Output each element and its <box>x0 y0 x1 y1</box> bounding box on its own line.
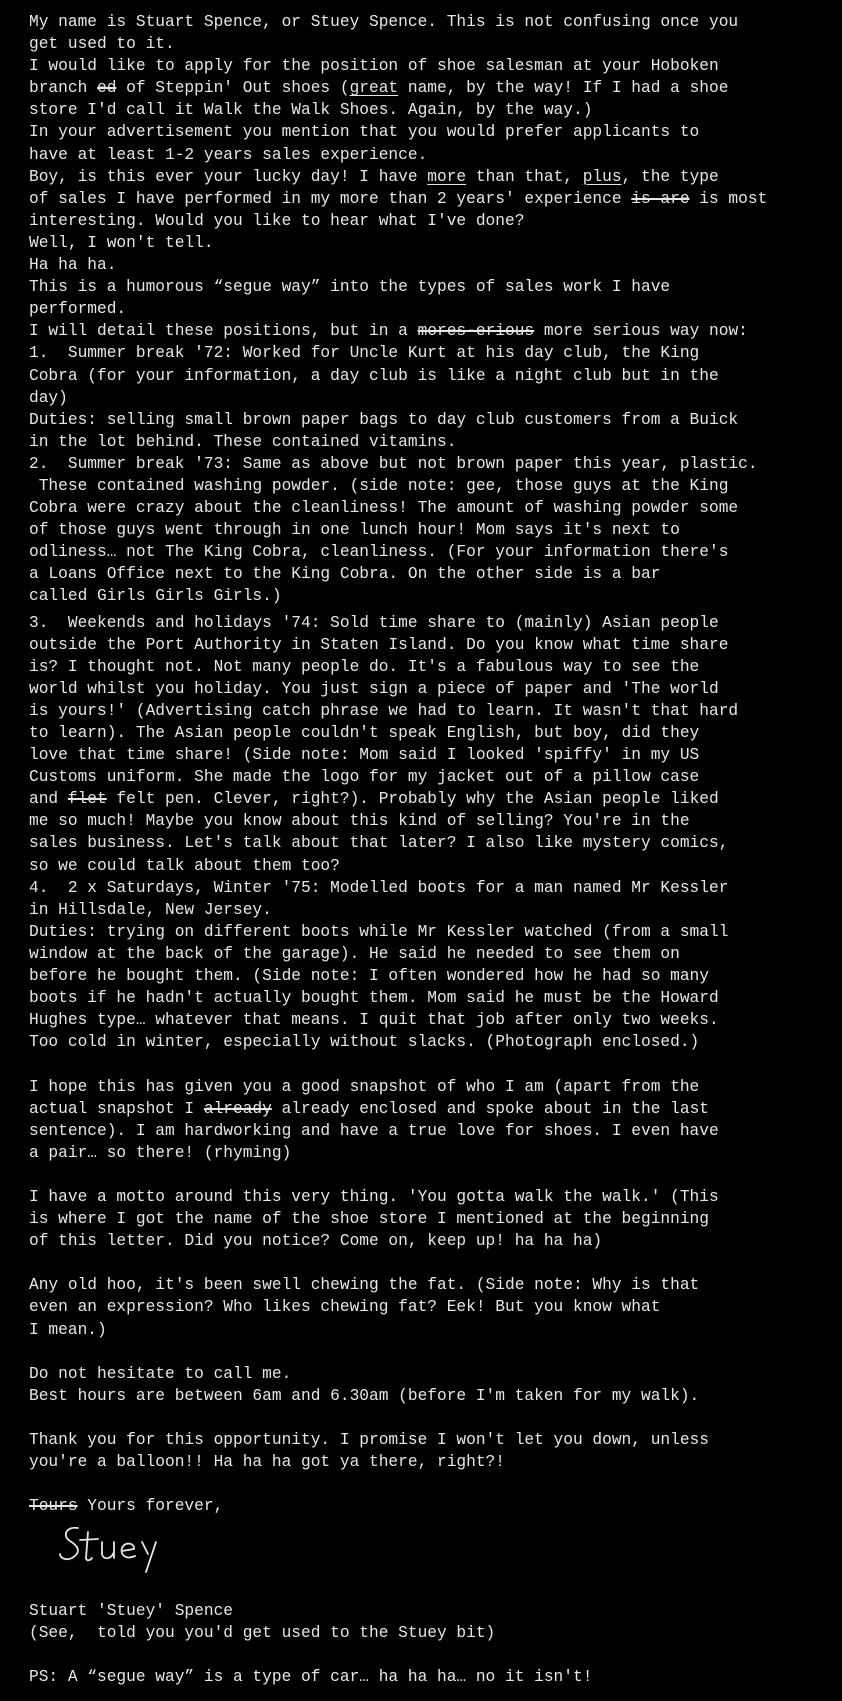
letter-line: (See, told you you'd get used to the Stuey bit) <box>29 1624 496 1643</box>
letter-line: Customs uniform. She made the logo for my jacket out of a pillow case <box>29 768 700 787</box>
text-segment: actual snapshot I <box>29 1099 204 1118</box>
letter-line: Ha ha ha. <box>29 256 117 275</box>
letter-closing <box>29 1600 829 1688</box>
letter-line <box>29 1341 829 1363</box>
letter-line: to learn). The Asian people couldn't speak English, but boy, did they <box>29 724 700 742</box>
letter-line <box>29 166 829 188</box>
letter-line: is yours!' (Advertising catch phrase we had to learn. It wasn't that hard <box>29 701 739 720</box>
letter-line: I have a motto around this very thing. 'You gotta walk the walk.' (This <box>29 1187 719 1206</box>
letter-line: Any old hoo, it's been swell chewing the fat. (Side note: Why is that <box>29 1276 700 1295</box>
text-segment: branch <box>29 79 97 98</box>
text-segment: more serious way now: <box>534 322 748 341</box>
text-segment: of Steppin' Out shoes ( <box>116 79 350 98</box>
letter-line: Cobra (for your information, a day club is like a night club but in the <box>29 366 719 385</box>
letter-line: These contained washing powder. (side note: gee, those guys at the King <box>29 476 729 495</box>
text-segment: name, by the way! If I had a shoe <box>398 79 729 98</box>
letter-line: have at least 1-2 years sales experience. <box>29 145 428 164</box>
letter-line: Stuart 'Stuey' Spence <box>29 1602 233 1620</box>
letter-line: My name is Stuart Spence, or Stuey Spence. This is not confusing once you <box>29 13 739 31</box>
letter-line: I mean.) <box>29 1320 107 1339</box>
letter-line: a Loans Office next to the King Cobra. On the other side is a bar <box>29 565 661 584</box>
underlined-text: great <box>349 79 399 98</box>
text-segment: I will detail these positions, but in a <box>29 322 418 341</box>
letter-line: 4. 2 x Saturdays, Winter '75: Modelled boots for a man named Mr Kessler <box>29 878 729 897</box>
letter-line: a pair… so there! (rhyming) <box>29 1143 292 1162</box>
struck-out-text: ed <box>97 79 117 98</box>
signature-image <box>58 1520 208 1580</box>
letter-line: Best hours are between 6am and 6.30am (before I'm taken for my walk). <box>29 1386 700 1405</box>
letter-line: in Hillsdale, New Jersey. <box>29 900 272 919</box>
letter-line: called Girls Girls Girls.) <box>29 587 282 606</box>
letter-line: odliness… not The King Cobra, cleanliness. (For your information there's <box>29 543 729 562</box>
letter-line: Hughes type… whatever that means. I quit that job after only two weeks. <box>29 1011 719 1030</box>
letter-line: so we could talk about them too? <box>29 856 340 875</box>
letter-line: get used to it. <box>29 35 175 54</box>
letter-line: performed. <box>29 300 127 319</box>
letter-line <box>29 188 829 210</box>
letter-line: Duties: trying on different boots while Mr Kessler watched (from a small <box>29 922 729 941</box>
text-segment: of sales I have performed in my more than 2 years' experience <box>29 189 632 208</box>
letter-line <box>29 77 829 99</box>
underlined-text: plus <box>582 167 622 186</box>
letter-line: boots if he hadn't actually bought them. Mom said he must be the Howard <box>29 989 719 1008</box>
letter-line: outside the Port Authority in Staten Island. Do you know what time share <box>29 635 729 654</box>
letter-line: before he bought them. (Side note: I often wondered how he had so many <box>29 967 709 986</box>
letter-line: day) <box>29 388 68 407</box>
letter-line: 3. Weekends and holidays '74: Sold time share to (mainly) Asian people <box>29 613 719 632</box>
letter-line <box>29 1164 829 1186</box>
letter-line: love that time share! (Side note: Mom said I looked 'spiffy' in my US <box>29 746 700 765</box>
text-segment: Boy, is this ever your lucky day! I have <box>29 167 428 186</box>
letter-line: even an expression? Who likes chewing fat? Eek! But you know what <box>29 1298 661 1317</box>
struck-out-text: flet <box>67 790 107 809</box>
text-segment: than that, <box>466 167 583 186</box>
letter-line <box>29 1407 829 1429</box>
letter-line <box>29 788 829 810</box>
letter-line: PS: A “segue way” is a type of car… ha ha ha… no it isn't! <box>29 1668 593 1687</box>
letter-line <box>29 1473 829 1495</box>
letter-line <box>29 1053 829 1075</box>
letter-line <box>29 1098 829 1120</box>
letter-line: window at the back of the garage). He said he needed to see them on <box>29 944 680 963</box>
letter-line <box>29 1252 829 1274</box>
letter-line: Thank you for this opportunity. I promise I won't let you down, unless <box>29 1431 709 1449</box>
letter-line: Well, I won't tell. <box>29 233 214 252</box>
letter-line: in the lot behind. These contained vitamins. <box>29 432 457 451</box>
struck-out-text: mores-erious <box>417 322 535 341</box>
letter-line: store I'd call it Walk the Walk Shoes. Again, by the way.) <box>29 101 593 120</box>
letter-line: In your advertisement you mention that you would prefer applicants to <box>29 123 700 142</box>
text-segment: is most <box>689 189 768 208</box>
letter-line: I hope this has given you a good snapshot of who I am (apart from the <box>29 1077 700 1096</box>
letter-line <box>29 1644 829 1666</box>
letter-line: 1. Summer break '72: Worked for Uncle Kurt at his day club, the King <box>29 344 700 363</box>
letter-line: Do not hesitate to call me. <box>29 1364 292 1383</box>
letter-line: interesting. Would you like to hear what I've done? <box>29 211 525 230</box>
text-segment: already enclosed and spoke about in the last <box>271 1099 709 1118</box>
letter-block-intro <box>29 11 829 608</box>
struck-out-text: Tours <box>29 1497 78 1516</box>
letter-line: 2. Summer break '73: Same as above but not brown paper this year, plastic. <box>29 454 758 473</box>
letter-line: is where I got the name of the shoe store I mentioned at the beginning <box>29 1210 709 1229</box>
letter-body <box>29 11 829 1517</box>
text-segment: and <box>29 790 68 809</box>
letter-line: Cobra were crazy about the cleanliness! The amount of washing powder some <box>29 499 739 518</box>
struck-out-text: is are <box>631 189 690 208</box>
text-segment: , the type <box>621 167 719 186</box>
letter-line: sentence). I am hardworking and have a true love for shoes. I even have <box>29 1121 719 1140</box>
letter-line: is? I thought not. Not many people do. It's a fabulous way to see the <box>29 657 700 676</box>
letter-line: sales business. Let's talk about that later? I also like mystery comics, <box>29 834 729 853</box>
letter-block-experience <box>29 612 829 1518</box>
letter-line: This is a humorous “segue way” into the types of sales work I have <box>29 278 671 297</box>
letter-line: world whilst you holiday. You just sign a piece of paper and 'The world <box>29 679 719 698</box>
text-segment: felt pen. Clever, right?). Probably why the Asian people liked <box>106 790 719 809</box>
letter-line: you're a balloon!! Ha ha ha got ya there, right?! <box>29 1453 505 1472</box>
letter-line: of those guys went through in one lunch hour! Mom says it's next to <box>29 521 680 540</box>
letter-line: Too cold in winter, especially without slacks. (Photograph enclosed.) <box>29 1033 700 1052</box>
letter-line: of this letter. Did you notice? Come on, keep up! ha ha ha) <box>29 1232 603 1251</box>
letter-line <box>29 320 829 342</box>
underlined-text: more <box>427 167 467 186</box>
struck-out-text: already <box>203 1099 272 1118</box>
letter-line: me so much! Maybe you know about this kind of selling? You're in the <box>29 812 690 831</box>
signature <box>58 1520 208 1580</box>
letter-line <box>29 1495 829 1517</box>
letter-line: I would like to apply for the position of shoe salesman at your Hoboken <box>29 57 719 76</box>
text-segment: Yours forever, <box>77 1497 224 1516</box>
letter-line: Duties: selling small brown paper bags to day club customers from a Buick <box>29 410 739 429</box>
